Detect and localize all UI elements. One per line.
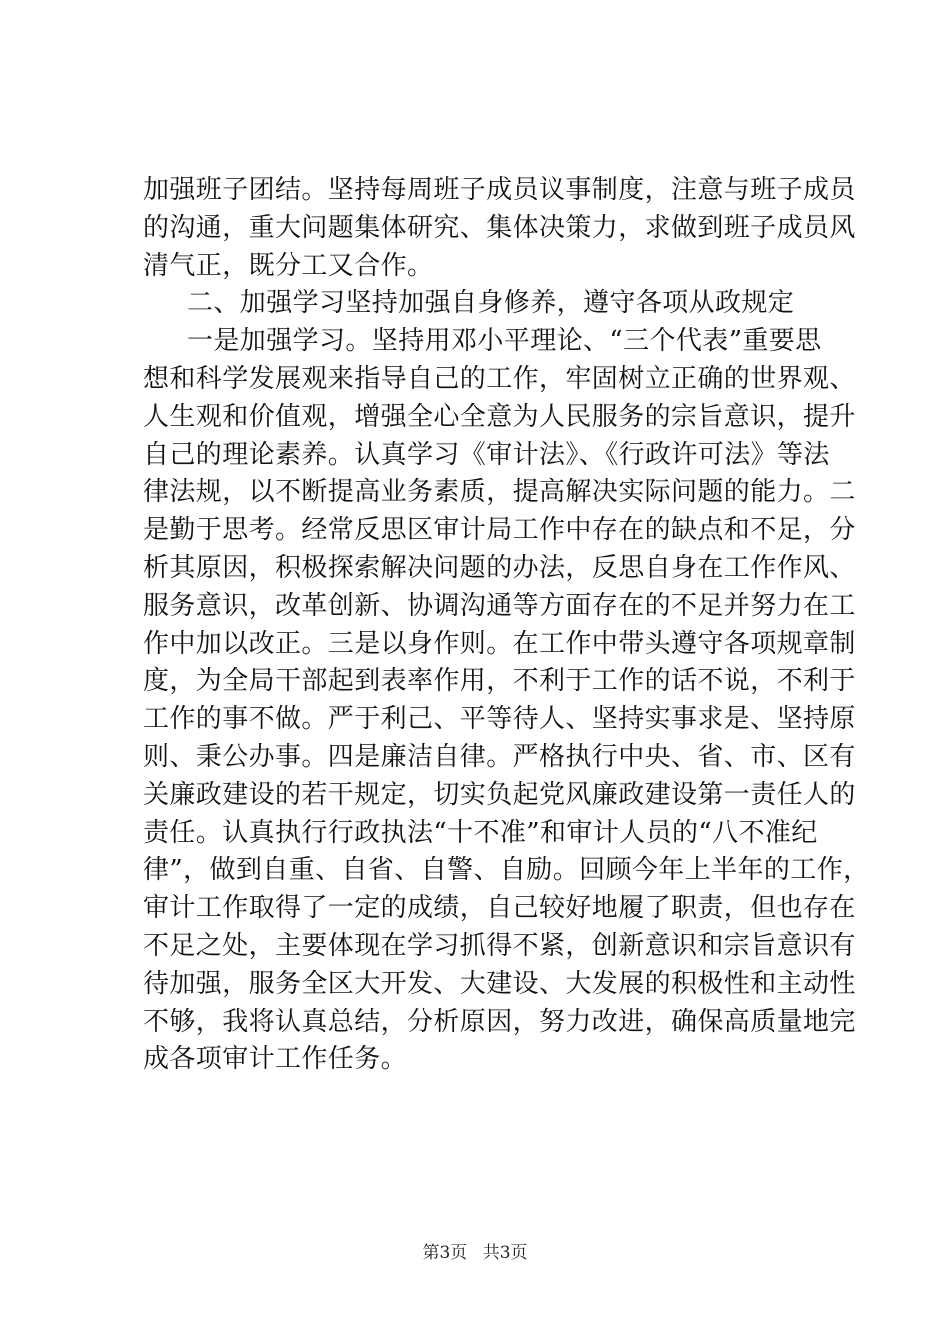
text-line: 人生观和价值观，增强全心全意为人民服务的宗旨意识，提升	[143, 401, 856, 432]
page-total: 共3页	[482, 1243, 528, 1263]
text-line: 律法规，以不断提高业务素质，提高解决实际问题的能力。二	[143, 477, 856, 508]
text-line: 作中加以改正。三是以身作则。在工作中带头遵守各项规章制	[143, 628, 856, 659]
paragraph-start-line: 一是加强学习。坚持用邓小平理论、“三个代表”重要思	[187, 326, 822, 357]
text-line: 待加强，服务全区大开发、大建设、大发展的积极性和主动性	[143, 968, 856, 999]
section-heading: 二、加强学习坚持加强自身修养，遵守各项从政规定	[187, 288, 795, 319]
body-text	[143, 172, 870, 1079]
page-number: 第3页	[422, 1243, 468, 1263]
text-line: 不够，我将认真总结，分析原因，努力改进，确保高质量地完	[143, 1006, 856, 1037]
text-line: 成各项审计工作任务。	[143, 1044, 408, 1075]
text-line: 的沟通，重大问题集体研究、集体决策力，求做到班子成员风	[143, 212, 856, 243]
text-line: 律”，做到自重、自省、自警、自励。回顾今年上半年的工作，	[143, 855, 870, 886]
text-line: 析其原因，积极探索解决问题的办法，反思自身在工作作风、	[143, 552, 856, 583]
text-line: 关廉政建设的若干规定，切实负起党风廉政建设第一责任人的	[143, 779, 856, 810]
text-line: 加强班子团结。坚持每周班子成员议事制度，注意与班子成员	[143, 175, 856, 205]
text-line: 责任。认真执行行政执法“十不准”和审计人员的“八不准纪	[143, 817, 818, 848]
text-line: 想和科学发展观来指导自己的工作，牢固树立正确的世界观、	[143, 363, 856, 394]
text-line: 度，为全局干部起到表率作用，不利于工作的话不说，不利于	[143, 666, 856, 697]
text-line: 是勤于思考。经常反思区审计局工作中存在的缺点和不足，分	[143, 515, 856, 546]
text-line: 工作的事不做。严于利己、平等待人、坚持实事求是、坚持原	[143, 704, 856, 735]
text-line: 则、秉公办事。四是廉洁自律。严格执行中央、省、市、区有	[143, 741, 856, 772]
text-line: 清气正，既分工又合作。	[143, 250, 434, 281]
text-line: 服务意识，改革创新、协调沟通等方面存在的不足并努力在工	[143, 590, 856, 621]
page-footer	[0, 1243, 950, 1263]
text-line: 自己的理论素养。认真学习《审计法》、《行政许可法》等法	[143, 439, 830, 470]
text-line: 不足之处，主要体现在学习抓得不紧，创新意识和宗旨意识有	[143, 930, 856, 961]
text-line: 审计工作取得了一定的成绩，自己较好地履了职责，但也存在	[143, 893, 856, 924]
